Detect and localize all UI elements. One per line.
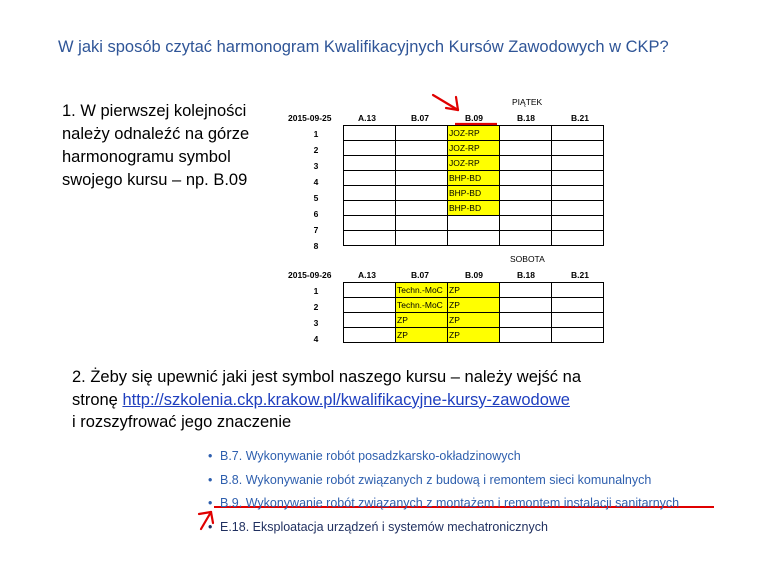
- cell: [448, 231, 500, 246]
- row-number: 4: [313, 334, 319, 344]
- list-item-text: E.18. Eksploatacja urządzeń i systemów mechatronicznych: [220, 519, 548, 534]
- cell: ZP: [448, 298, 500, 313]
- step1-line: swojego kursu – np. B.09: [62, 171, 248, 189]
- row-number: 8: [313, 241, 319, 251]
- col-header: B.07: [411, 113, 429, 123]
- cell: JOZ-RP: [448, 126, 500, 141]
- cell: BHP-BD: [448, 171, 500, 186]
- col-header: B.21: [571, 270, 589, 280]
- row-number: 2: [313, 145, 319, 155]
- row-number: 7: [313, 225, 319, 235]
- list-item[interactable]: [208, 469, 679, 493]
- step2-text: [72, 366, 692, 434]
- step1-line: harmonogramu symbol: [62, 148, 231, 166]
- bullet: •: [208, 519, 213, 534]
- cell: BHP-BD: [448, 186, 500, 201]
- row-number: 2: [313, 302, 319, 312]
- page-title: W jaki sposób czytać harmonogram Kwalifikacyjnych Kursów Zawodowych w CKP?: [58, 38, 669, 56]
- cell: JOZ-RP: [448, 141, 500, 156]
- list-item[interactable]: [208, 492, 679, 516]
- cell: ZP: [396, 328, 448, 343]
- step1-line: należy odnaleźć na górze: [62, 125, 250, 143]
- list-item-text: B.8. Wykonywanie robót związanych z budową i remontem sieci komunalnych: [220, 472, 652, 487]
- row-number: 1: [313, 286, 319, 296]
- cell: BHP-BD: [448, 201, 500, 216]
- cell: JOZ-RP: [448, 156, 500, 171]
- step2-line: i rozszyfrować jego znaczenie: [72, 413, 292, 431]
- col-header: A.13: [358, 113, 376, 123]
- list-item[interactable]: [208, 445, 679, 469]
- bullet: •: [208, 449, 213, 463]
- day-label-saturday: SOBOTA: [510, 254, 545, 264]
- courses-link[interactable]: http://szkolenia.ckp.krakow.pl/kwalifikacyjne-kursy-zawodowe: [122, 390, 570, 409]
- row-number: 4: [313, 177, 319, 187]
- col-header: B.07: [411, 270, 429, 280]
- row-number: 5: [313, 193, 319, 203]
- date-friday: 2015-09-25: [288, 113, 332, 123]
- course-list: [208, 445, 679, 539]
- bullet: •: [208, 472, 213, 487]
- row-number: 3: [313, 161, 319, 171]
- list-item-text: B.9. Wykonywanie robót związanych z montażem i remontem instalacji sanitarnych: [220, 496, 680, 510]
- step1-text: [62, 100, 272, 192]
- row-number: 1: [313, 129, 319, 139]
- col-header: B.18: [517, 113, 535, 123]
- schedule-table-saturday: [343, 282, 604, 343]
- step2-prefix: stronę: [72, 390, 123, 409]
- list-item-text: B.7. Wykonywanie robót posadzkarsko-okładzinowych: [220, 449, 521, 463]
- cell: ZP: [396, 313, 448, 328]
- bullet: •: [208, 496, 213, 510]
- col-header: B.09: [465, 270, 483, 280]
- cell: Techn.-MoC: [396, 298, 448, 313]
- col-header: A.13: [358, 270, 376, 280]
- col-header-b09: B.09: [465, 113, 483, 123]
- day-label-friday: PIĄTEK: [512, 97, 543, 107]
- row-number: 6: [313, 209, 319, 219]
- list-item[interactable]: [208, 516, 679, 540]
- cell: ZP: [448, 328, 500, 343]
- schedule-table-friday: [343, 125, 604, 246]
- step2-line: 2. Żeby się upewnić jaki jest symbol naszego kursu – należy wejść na: [72, 368, 581, 386]
- cell: Techn.-MoC: [396, 283, 448, 298]
- cell: ZP: [448, 313, 500, 328]
- date-saturday: 2015-09-26: [288, 270, 332, 280]
- row-number: 3: [313, 318, 319, 328]
- cell: [448, 216, 500, 231]
- red-arrow-icon: [433, 95, 458, 110]
- col-header: B.21: [571, 113, 589, 123]
- col-header: B.18: [517, 270, 535, 280]
- step1-line: 1. W pierwszej kolejności: [62, 102, 247, 120]
- step2-line-link: [72, 389, 692, 412]
- cell: ZP: [448, 283, 500, 298]
